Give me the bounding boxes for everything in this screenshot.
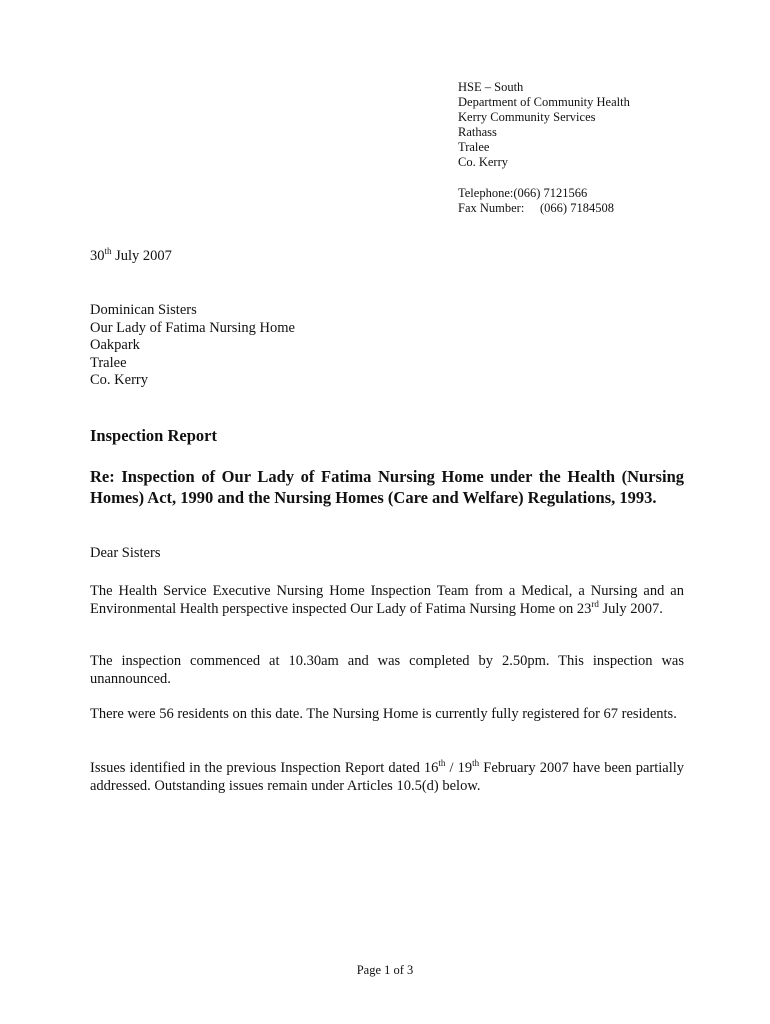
recipient-line-town: Tralee <box>90 354 127 371</box>
report-title: Inspection Report <box>90 426 217 445</box>
sender-telephone: Telephone:(066) 7121566 <box>458 186 588 200</box>
salutation: Dear Sisters <box>90 545 161 561</box>
letter-date <box>90 248 684 266</box>
sender-line-org: HSE – South <box>458 80 524 94</box>
fax-label: Fax Number: <box>458 201 525 215</box>
recipient-line-county: Co. Kerry <box>90 372 148 389</box>
recipient-line-area: Oakpark <box>90 337 140 354</box>
paragraph-text: July 2007. <box>598 600 663 617</box>
recipient-line-home: Our Lady of Fatima Nursing Home <box>90 319 295 336</box>
ordinal-suffix: rd <box>591 598 599 609</box>
sender-line-service: Kerry Community Services <box>458 110 596 124</box>
re-heading: Re: Inspection of Our Lady of Fatima Nursing Home under the Health (Nursing Homes) Act, 1990 and the Nursing Homes (Care and Welfare) Regulations, 1993. <box>90 467 684 507</box>
paragraph-text: February 2007 have been partially addressed. Outstanding issues remain under Articles 10.5(d) below. <box>90 760 685 794</box>
paragraph-inspection-times: The inspection commenced at 10.30am and was completed by 2.50pm. This inspection was unannounced. <box>90 653 684 687</box>
paragraph-residents: There were 56 residents on this date. The Nursing Home is currently fully registered for 67 residents. <box>90 706 677 722</box>
sender-line-department: Department of Community Health <box>458 95 630 109</box>
page-number-footer: Page 1 of 3 <box>356 963 414 977</box>
paragraph-text: / 19 <box>445 760 473 776</box>
recipient-line-name: Dominican Sisters <box>90 302 197 318</box>
date-day-suffix: th <box>104 246 112 257</box>
sender-line-county: Co. Kerry <box>458 155 508 169</box>
recipient-address-block <box>90 302 684 390</box>
sender-address-block <box>458 80 748 216</box>
ordinal-suffix: th <box>472 758 480 769</box>
paragraph-inspection-team <box>90 583 684 618</box>
date-day: 30 <box>90 248 105 264</box>
paragraph-text: The Health Service Executive Nursing Home Inspection Team from a Medical, a Nursing and an Environmental Health perspective inspected Our Lady of Fatima Nursing Home on 23 <box>90 583 684 617</box>
sender-fax <box>458 201 748 216</box>
fax-value: (066) 7184508 <box>540 201 614 215</box>
paragraph-text: Issues identified in the previous Inspection Report dated 16 <box>90 760 439 776</box>
sender-line-town: Tralee <box>458 140 490 154</box>
date-rest: July 2007 <box>111 248 172 264</box>
sender-line-street: Rathass <box>458 125 497 139</box>
paragraph-previous-issues <box>90 760 684 795</box>
ordinal-suffix: th <box>438 758 446 769</box>
